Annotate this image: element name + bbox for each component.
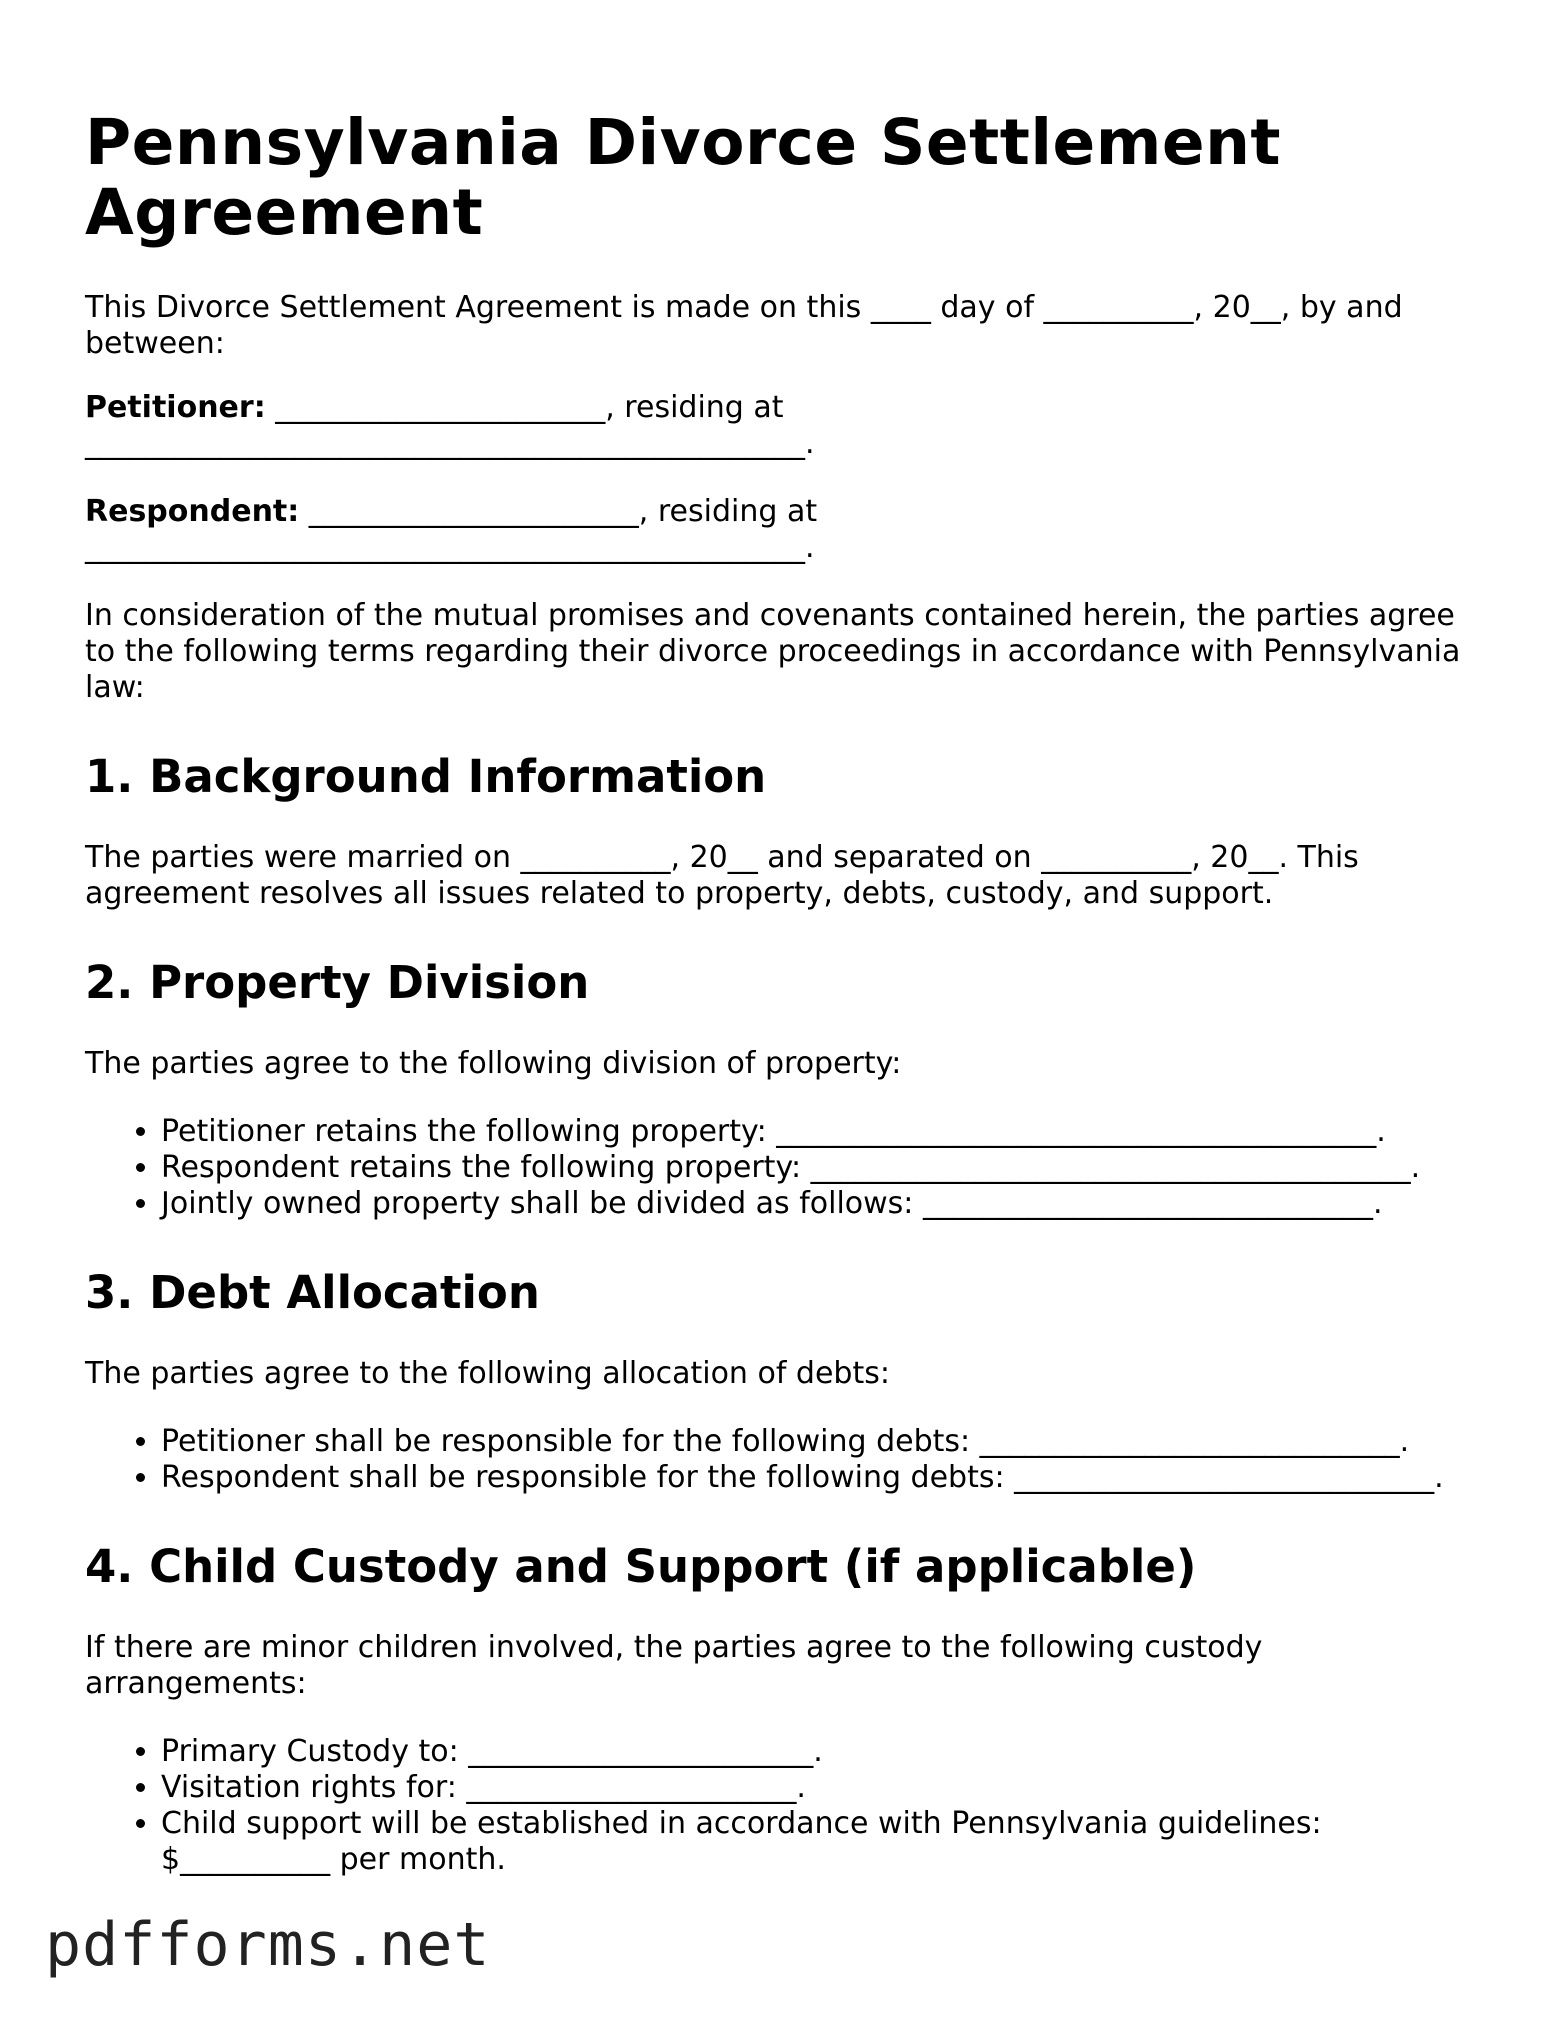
watermark-logo: pdfforms.net: [45, 1910, 491, 1980]
petitioner-text: ______________________, residing at ________________________________________________.: [85, 390, 815, 461]
respondent-label: Respondent:: [85, 494, 300, 529]
list-item: • Petitioner shall be responsible for the following debts: ____________________________.: [161, 1424, 1485, 1460]
consideration-paragraph: In consideration of the mutual promises and covenants contained herein, the parties agree to the following terms regarding their divorce proceedings in accordance with Pennsylvania law:: [85, 598, 1461, 705]
list-item: • Petitioner retains the following property: ________________________________________.: [161, 1114, 1485, 1150]
background-text: The parties were married on __________, 20__ and separated on __________, 20__. This agreement resolves all issues related to property, debts, custody, and support.: [85, 840, 1359, 911]
property-list: [85, 1114, 1485, 1222]
section-heading-property: 2. Property Division: [85, 956, 590, 1009]
custody-text: If there are minor children involved, the parties agree to the following custody arrangements:: [85, 1630, 1263, 1701]
intro-paragraph: This Divorce Settlement Agreement is made on this ____ day of __________, 20__, by and between:: [85, 290, 1403, 361]
property-text: The parties agree to the following division of property:: [85, 1046, 902, 1081]
list-item: • Jointly owned property shall be divided as follows: ______________________________.: [161, 1186, 1485, 1222]
petitioner-line: [85, 390, 1485, 462]
list-item: • Respondent shall be responsible for the following debts: ____________________________.: [161, 1460, 1485, 1496]
list-item: • Respondent retains the following property: ________________________________________.: [161, 1150, 1485, 1186]
debt-list: [85, 1424, 1485, 1496]
list-item: • Child support will be established in accordance with Pennsylvania guidelines: $__________ per month.: [161, 1806, 1485, 1878]
section-heading-debt: 3. Debt Allocation: [85, 1266, 540, 1319]
petitioner-label: Petitioner:: [85, 390, 266, 425]
document-page: [85, 108, 1485, 1910]
respondent-line: [85, 494, 1485, 566]
section-heading-background: 1. Background Information: [85, 750, 767, 803]
custody-list: [85, 1734, 1485, 1878]
document-title: Pennsylvania Divorce Settlement Agreement: [85, 106, 1282, 249]
section-heading-custody: 4. Child Custody and Support (if applicable): [85, 1540, 1197, 1593]
list-item: • Visitation rights for: ______________________.: [161, 1770, 1485, 1806]
respondent-text: ______________________, residing at ________________________________________________.: [85, 494, 818, 565]
debt-text: The parties agree to the following allocation of debts:: [85, 1356, 890, 1391]
list-item: • Primary Custody to: _______________________.: [161, 1734, 1485, 1770]
